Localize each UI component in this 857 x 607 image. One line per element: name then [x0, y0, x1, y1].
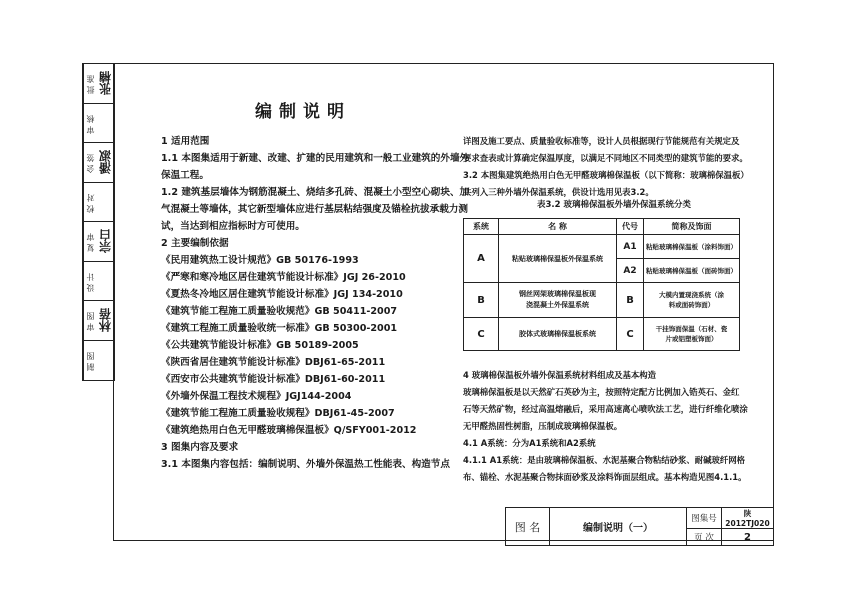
atlas-number: 陕2012TJ020	[722, 508, 774, 529]
approval-cell-1	[83, 64, 114, 104]
table-cell: A1	[617, 235, 644, 259]
text-line: 气混凝土等墙体，其它新型墙体应进行基层粘结强度及锚栓抗拔承载力测	[161, 204, 468, 215]
approval-label: 审核	[83, 104, 97, 142]
table-cell: 粘贴玻璃棉保温板（涂料饰面）	[644, 235, 740, 259]
text-line: 《建筑工程施工质量验收统一标准》GB 50300-2001	[161, 323, 398, 334]
approval-cell-8	[83, 341, 114, 380]
table-cell: 粘贴玻璃棉保温板（面砖饰面）	[644, 259, 740, 283]
text-line: 3.2 本图集建筑绝热用白色无甲醛玻璃棉保温板（以下简称：玻璃棉保温板）	[463, 170, 749, 180]
page-title: 编制说明	[255, 102, 351, 122]
text-line: 《陕西省居住建筑节能设计标准》DBJ61-65-2011	[161, 357, 386, 368]
text-line: 《夏热冬冷地区居住建筑节能设计标准》JGJ 134-2010	[161, 289, 403, 300]
page-number-label: 页 次	[687, 529, 722, 546]
text-line: 4 玻璃棉保温板外墙外保温系统材料组成及基本构造	[463, 370, 656, 380]
title-block-label: 图 名	[506, 508, 550, 546]
text-line: 共列入三种外墙外保温系统，供设计选用见表3.2。	[463, 187, 654, 197]
text-line: 《建筑节能工程施工质量验收规范》GB 50411-2007	[161, 306, 398, 317]
text-line: 要求查表或计算确定保温厚度，以满足不同地区不同类型的建筑节能的要求。	[463, 153, 748, 163]
right-bottom-text	[463, 367, 748, 486]
table-row	[464, 235, 740, 259]
text-line: 《建筑绝热用白色无甲醛玻璃棉保温板》Q/SFY001-2012	[161, 425, 417, 436]
text-line: 无甲醛热固性树脂，压制成玻璃棉保温板。	[463, 421, 623, 431]
title-block-row	[506, 508, 774, 529]
approval-label: 审图	[83, 301, 97, 340]
approval-signature: 林蓓	[98, 308, 113, 333]
table-cell: A	[464, 235, 499, 283]
text-line: 《严寒和寒冷地区居住建筑节能设计标准》JGJ 26-2010	[161, 272, 406, 283]
table-cell: 大模内置现浇系统（涂料或面砖饰面）	[644, 283, 740, 318]
text-line: 玻璃棉保温板是以天然矿石英砂为主，按照特定配方比例加入锆英石、金红	[463, 387, 740, 397]
table-cell: 钢丝网架玻璃棉保温板现浇混凝土外保温系统	[499, 283, 617, 318]
text-line: 3.1 本图集内容包括：编制说明、外墙外保温热工性能表、构造节点	[161, 459, 450, 470]
table-cell: B	[464, 283, 499, 318]
page-number: 2	[722, 529, 774, 546]
table-cell: 胶体式玻璃棉保温板系统	[499, 318, 617, 351]
approval-signature	[96, 183, 114, 221]
approval-signature: 宗白	[98, 229, 113, 254]
table-row	[464, 283, 740, 318]
approval-signature: 张楠	[98, 71, 113, 96]
text-line: 石等天然矿物，经过高温熔融后，采用高速离心喷吹法工艺，进行纤维化喷涂	[463, 404, 748, 414]
approval-cell-5	[83, 222, 114, 262]
text-line: 《建筑节能工程施工质量验收规程》DBJ61-45-2007	[161, 408, 395, 419]
text-line: 1.2 建筑基层墙体为钢筋混凝土、烧结多孔砖、混凝土小型空心砌块、加	[161, 187, 470, 198]
table-header-cell: 简称及饰面	[644, 219, 740, 235]
text-line: 详图及施工要点、质量验收标准等，设计人员根据现行节能规范有关规定及	[463, 136, 740, 146]
text-line: 《民用建筑热工设计规范》GB 50176-1993	[161, 255, 359, 266]
text-line: 1 适用范围	[161, 136, 210, 147]
approval-label: 复审	[83, 222, 97, 261]
text-line: 试，当达到相应指标时方可使用。	[161, 221, 305, 232]
approval-cell-7	[83, 301, 114, 341]
approval-cell-6	[83, 262, 114, 301]
table-cell: C	[617, 318, 644, 351]
table-header-cell: 代号	[617, 219, 644, 235]
approval-signature	[96, 341, 114, 380]
text-line: 《西安市公共建筑节能设计标准》DBJ61-60-2011	[161, 374, 386, 385]
table-cell: C	[464, 318, 499, 351]
system-table	[463, 218, 740, 351]
approval-signature: 潘淑	[98, 150, 113, 175]
table-row	[464, 318, 740, 351]
table-cell: A2	[617, 259, 644, 283]
approval-signature	[96, 104, 114, 142]
table-cell: B	[617, 283, 644, 318]
text-line: 2 主要编制依据	[161, 238, 229, 249]
table-cell: 干挂饰面保温（石材、瓷片或铝塑板饰面）	[644, 318, 740, 351]
text-line: 1.1 本图集适用于新建、改建、扩建的民用建筑和一般工业建筑的外墙外	[161, 153, 470, 164]
table-header-cell: 名 称	[499, 219, 617, 235]
title-block	[505, 507, 774, 546]
table-cell: 粘贴玻璃棉保温板外保温系统	[499, 235, 617, 283]
text-line: 保温工程。	[161, 170, 209, 181]
text-line: 3 图集内容及要求	[161, 442, 239, 453]
approval-cell-3	[83, 143, 114, 183]
approval-label: 会签	[83, 143, 97, 182]
atlas-number-label: 图集号	[687, 508, 722, 529]
table-header-cell: 系统	[464, 219, 499, 235]
table-header-row	[464, 219, 740, 235]
approval-sidebar	[82, 63, 115, 381]
approval-label: 设计	[83, 262, 97, 300]
right-top-text	[463, 133, 749, 201]
approval-label: 批准	[83, 64, 97, 103]
text-line: 《公共建筑节能设计标准》GB 50189-2005	[161, 340, 359, 351]
text-line: 4.1.1 A1系统：是由玻璃棉保温板、水泥基聚合物粘结砂浆、耐碱玻纤网格	[463, 455, 745, 465]
approval-label: 制图	[83, 341, 97, 380]
approval-cell-2	[83, 104, 114, 143]
approval-label: 校对	[83, 183, 97, 221]
table-caption: 表3.2 玻璃棉保温板外墙外保温系统分类	[537, 200, 692, 210]
text-line: 布、锚栓、水泥基聚合物抹面砂浆及涂料饰面层组成。基本构造见图4.1.1。	[463, 472, 747, 482]
text-line: 《外墙外保温工程技术规程》JGJ144-2004	[161, 391, 352, 402]
approval-signature	[96, 262, 114, 300]
left-column	[161, 133, 469, 473]
text-line: 4.1 A系统：分为A1系统和A2系统	[463, 438, 596, 448]
drawing-name: 编制说明（一）	[550, 508, 687, 546]
approval-cell-4	[83, 183, 114, 222]
